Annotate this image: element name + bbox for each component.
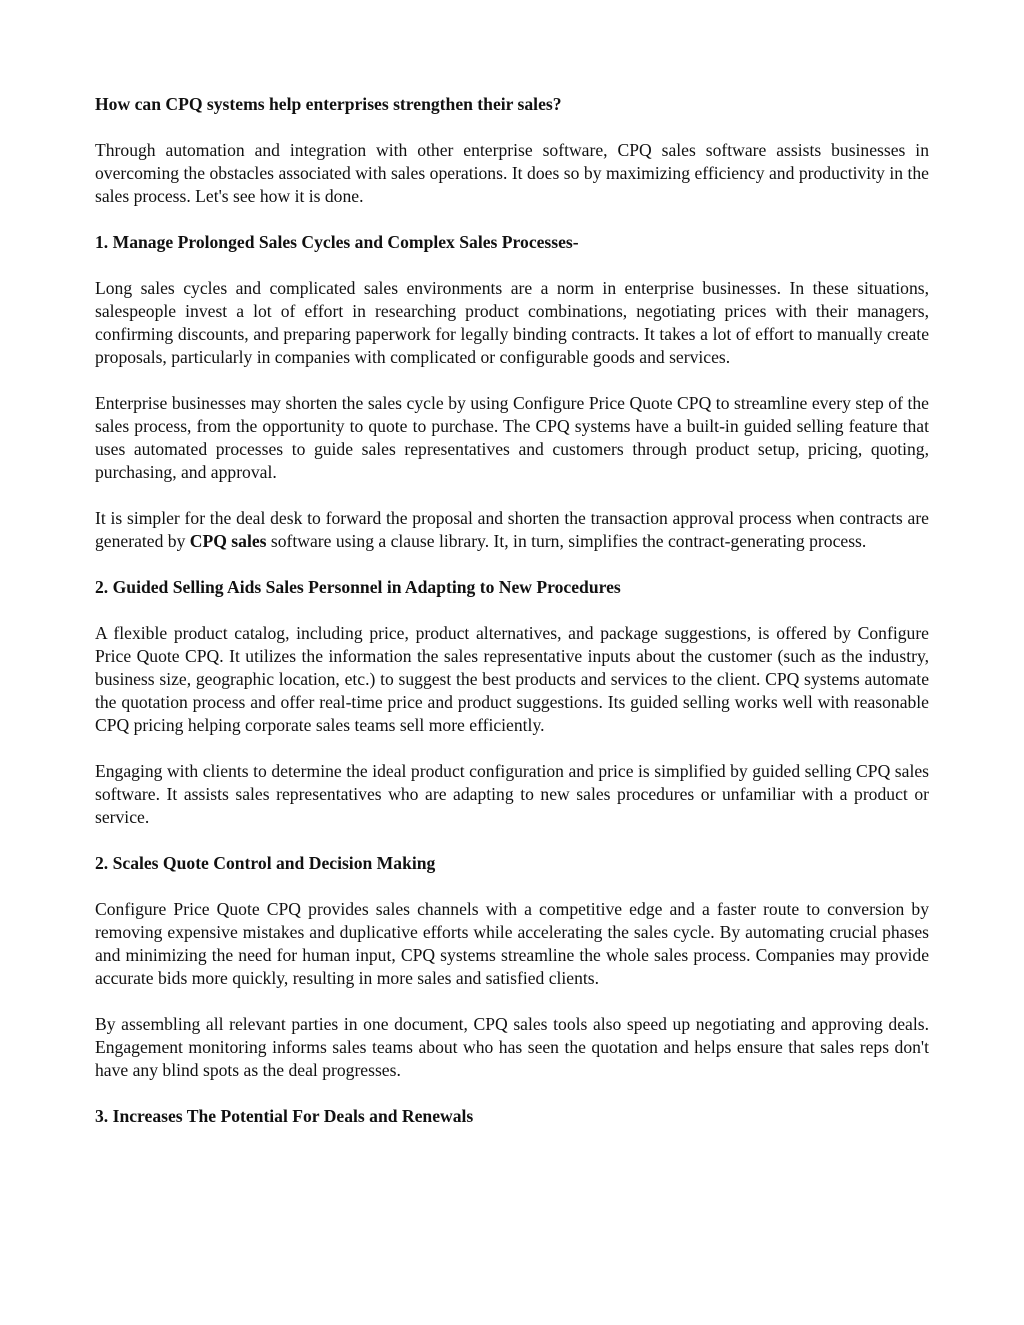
- section-2-paragraph-1: A flexible product catalog, including price, product alternatives, and package suggestions, is offered by Configure Price Quote CPQ. It utilizes the information the sales representative inputs about the customer (such as the industry, business size, geographic location, etc.) to suggest the best products and services to the client. CPQ systems automate the quotation process and offer real-time price and product suggestions. Its guided selling works well with reasonable CPQ pricing helping corporate sales teams sell more efficiently.: [95, 623, 929, 735]
- section-1-paragraph-2: Enterprise businesses may shorten the sales cycle by using Configure Price Quote CPQ to streamline every step of the sales process, from the opportunity to quote to purchase. The CPQ systems have a built-in guided selling feature that uses automated processes to guide sales representatives and customers through product setup, pricing, quoting, purchasing, and approval.: [95, 393, 929, 482]
- cpq-sales-link: CPQ sales: [189, 531, 267, 551]
- section-4-heading: 3. Increases The Potential For Deals and Renewals: [95, 1106, 474, 1126]
- intro-paragraph: Through automation and integration with other enterprise software, CPQ sales software assists businesses in overcoming the obstacles associated with sales operations. It does so by maximizing efficiency and productivity in the sales process. Let's see how it is done.: [95, 140, 929, 206]
- section-1-paragraph-1: Long sales cycles and complicated sales environments are a norm in enterprise businesses. In these situations, salespeople invest a lot of effort in researching product combinations, negotiating prices with their managers, confirming discounts, and preparing paperwork for legally binding contracts. It takes a lot of effort to manually create proposals, particularly in companies with complicated or configurable goods and services.: [95, 278, 929, 367]
- section-3-paragraph-1: Configure Price Quote CPQ provides sales channels with a competitive edge and a faster route to conversion by removing expensive mistakes and duplicative efforts while accelerating the sales cycle. By automating crucial phases and minimizing the need for human input, CPQ systems streamline the whole sales process. Companies may provide accurate bids more quickly, resulting in more sales and satisfied clients.: [95, 899, 929, 988]
- section-1-paragraph-3: [95, 507, 929, 553]
- section-3-paragraph-2: By assembling all relevant parties in one document, CPQ sales tools also speed up negotiating and approving deals. Engagement monitoring informs sales teams about who has seen the quotation and helps ensure that sales reps don't have any blind spots as the deal progresses.: [95, 1014, 929, 1080]
- section-1-heading: 1. Manage Prolonged Sales Cycles and Complex Sales Processes-: [95, 232, 579, 252]
- page-title: How can CPQ systems help enterprises strengthen their sales?: [95, 94, 562, 114]
- section-2-heading: 2. Guided Selling Aids Sales Personnel in Adapting to New Procedures: [95, 577, 621, 597]
- document-page: [95, 93, 929, 1151]
- section-3-heading: 2. Scales Quote Control and Decision Making: [95, 853, 436, 873]
- section-1-paragraph-3-text-b: software using a clause library. It, in turn, simplifies the contract-generating process.: [266, 531, 867, 551]
- section-1-paragraph-3-text-a: It is simpler for the deal desk to forward the proposal and shorten the transaction approval process when contracts are generated by: [95, 508, 929, 551]
- section-2-paragraph-2: Engaging with clients to determine the ideal product configuration and price is simplified by guided selling CPQ sales software. It assists sales representatives who are adapting to new sales procedures or unfamiliar with a product or service.: [95, 761, 929, 827]
